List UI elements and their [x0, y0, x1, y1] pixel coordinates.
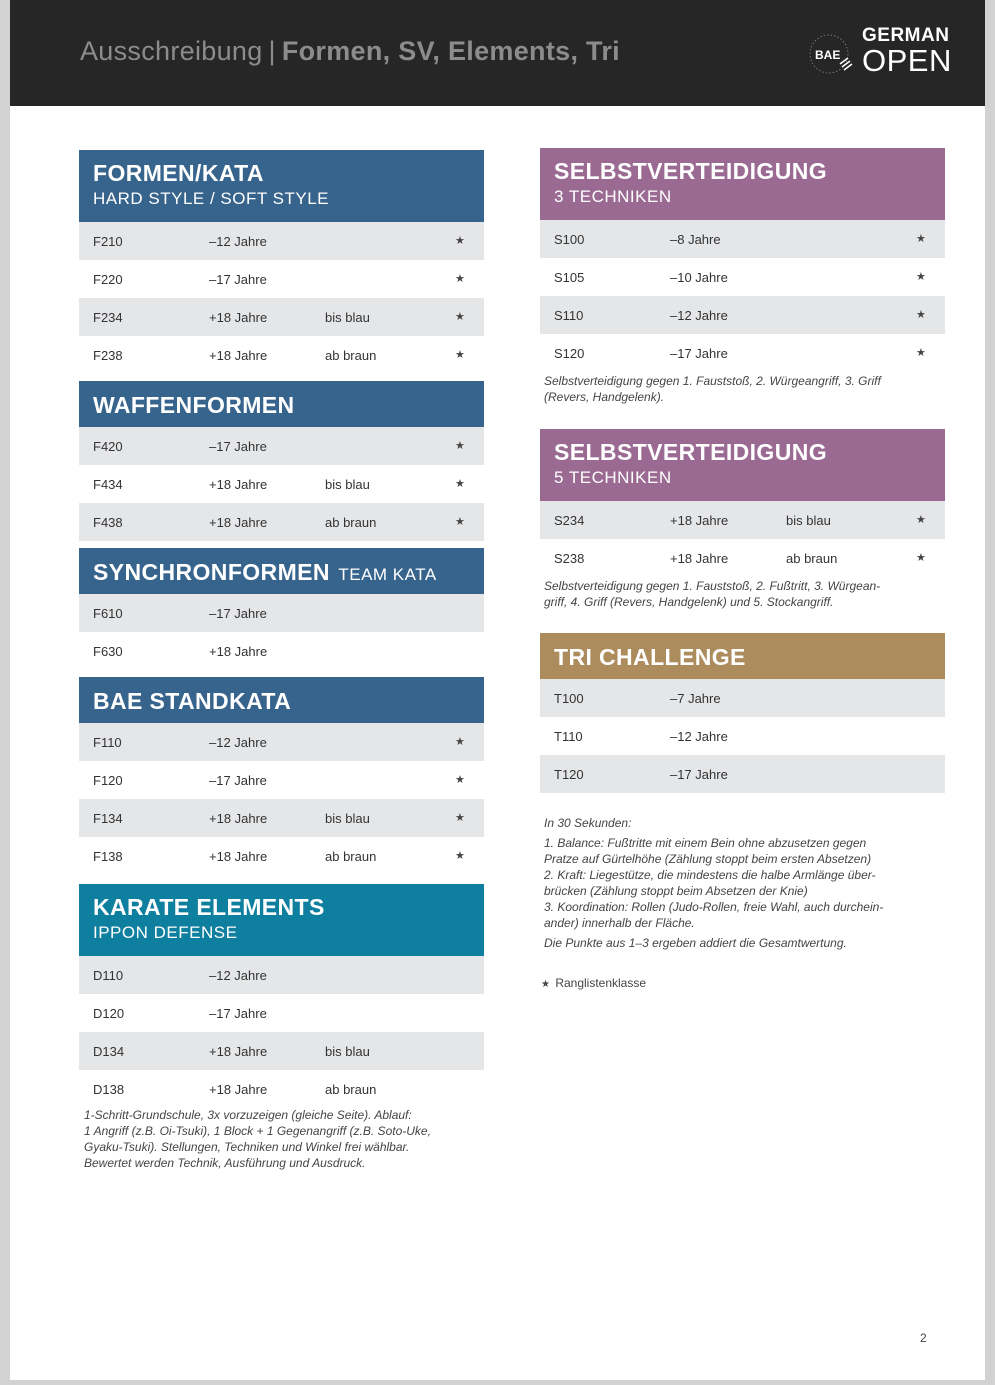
- age-group: –12 Jahre: [209, 234, 267, 249]
- class-code: F110: [93, 735, 122, 750]
- star-icon: ★: [455, 235, 465, 247]
- table-row: [79, 222, 484, 260]
- belt-level: ab braun: [325, 1082, 377, 1097]
- section-selbstverteidigung-3: [540, 148, 945, 372]
- table-row: [79, 632, 484, 670]
- table-row: [79, 799, 484, 837]
- logo-word-german: GERMAN: [862, 25, 950, 46]
- section-header: [540, 148, 945, 220]
- class-code: F610: [93, 606, 123, 621]
- star-icon: ★: [455, 349, 465, 361]
- table-row: [79, 723, 484, 761]
- belt-level: ab braun: [325, 348, 377, 363]
- class-code: S105: [554, 270, 585, 285]
- table-row: [540, 717, 945, 755]
- belt-level: bis blau: [786, 513, 831, 528]
- table-rows: [79, 427, 484, 541]
- section-title: WAFFENFORMEN: [93, 392, 295, 418]
- table-row: [79, 427, 484, 465]
- class-code: S238: [554, 551, 585, 566]
- age-group: +18 Jahre: [670, 551, 729, 566]
- page-header: [10, 0, 985, 106]
- star-icon: ★: [455, 440, 465, 452]
- note-line: griff, 4. Griff (Revers, Handgelenk) und 5. Stockangriff.: [544, 595, 834, 609]
- table-row: [79, 336, 484, 374]
- note-total: Die Punkte aus 1–3 ergeben addiert die Gesamtwertung.: [544, 936, 847, 950]
- section-title: SYNCHRONFORMEN: [93, 559, 330, 585]
- note-line: 3. Koordination: Rollen (Judo-Rollen, freie Wahl, auch durchein-: [544, 900, 884, 914]
- table-row: [540, 258, 945, 296]
- section-synchronformen: [79, 548, 484, 670]
- page-number: 2: [920, 1331, 927, 1345]
- section-header: [540, 633, 945, 679]
- age-group: +18 Jahre: [209, 310, 268, 325]
- star-icon: ★: [455, 273, 465, 285]
- age-group: +18 Jahre: [670, 513, 729, 528]
- age-group: –12 Jahre: [670, 729, 728, 744]
- star-icon: ★: [916, 347, 926, 359]
- class-code: S110: [554, 308, 584, 323]
- star-icon: ★: [541, 979, 550, 990]
- table-row: [79, 956, 484, 994]
- age-group: +18 Jahre: [209, 811, 268, 826]
- star-icon: ★: [455, 812, 465, 824]
- table-row: [79, 1070, 484, 1108]
- belt-level: bis blau: [325, 310, 370, 325]
- class-code: S120: [554, 346, 585, 361]
- note-line: Bewertet werden Technik, Ausführung und Ausdruck.: [84, 1156, 366, 1170]
- table-row: [79, 1032, 484, 1070]
- header-title-regular: Ausschreibung: [80, 36, 263, 66]
- age-group: –12 Jahre: [209, 735, 267, 750]
- note-line: Gyaku-Tsuki). Stellungen, Techniken und Winkel frei wählbar.: [84, 1140, 410, 1154]
- age-group: +18 Jahre: [209, 1082, 268, 1097]
- header-title: [80, 36, 620, 67]
- section-subtitle: 3 TECHNIKEN: [554, 187, 672, 206]
- class-code: F438: [93, 515, 123, 530]
- table-rows: [79, 956, 484, 1108]
- age-group: –7 Jahre: [670, 691, 721, 706]
- section-header: [79, 381, 484, 427]
- age-group: +18 Jahre: [209, 348, 268, 363]
- class-code: T110: [554, 729, 583, 744]
- class-code: D120: [93, 1006, 125, 1021]
- star-icon: ★: [455, 311, 465, 323]
- table-rows: [79, 594, 484, 670]
- section-header: [540, 429, 945, 501]
- age-group: –17 Jahre: [209, 1006, 267, 1021]
- class-code: T100: [554, 691, 584, 706]
- note-line: Selbstverteidigung gegen 1. Fauststoß, 2. Fußtritt, 3. Würgean-: [544, 579, 881, 593]
- section-header: [79, 677, 484, 723]
- table-rows: [79, 723, 484, 875]
- legend-text: Ranglistenklasse: [555, 976, 647, 990]
- section-formen-kata: [79, 150, 484, 374]
- star-icon: ★: [916, 552, 926, 564]
- section-selbstverteidigung-5: [540, 429, 945, 577]
- section-title: BAE STANDKATA: [93, 688, 292, 714]
- star-icon: ★: [455, 850, 465, 862]
- section-title: KARATE ELEMENTS: [93, 894, 325, 920]
- note-line: Pratze auf Gürtelhöhe (Zählung stoppt beim ersten Absetzen): [544, 852, 872, 866]
- table-row: [540, 539, 945, 577]
- class-code: F120: [93, 773, 123, 788]
- class-code: F434: [93, 477, 123, 492]
- table-row: [79, 994, 484, 1032]
- age-group: –10 Jahre: [670, 270, 728, 285]
- age-group: –17 Jahre: [209, 272, 267, 287]
- note-intro: In 30 Sekunden:: [544, 816, 632, 830]
- section-waffenformen: [79, 381, 484, 541]
- table-row: [540, 220, 945, 258]
- class-code: F138: [93, 849, 123, 864]
- star-icon: ★: [455, 736, 465, 748]
- class-code: F238: [93, 348, 123, 363]
- age-group: –8 Jahre: [670, 232, 721, 247]
- star-icon: ★: [455, 478, 465, 490]
- table-row: [79, 837, 484, 875]
- logo-word-open: OPEN: [862, 43, 952, 78]
- table-row: [540, 679, 945, 717]
- table-row: [540, 296, 945, 334]
- class-code: S234: [554, 513, 585, 528]
- section-subtitle: 5 TECHNIKEN: [554, 468, 672, 487]
- section-subtitle: TEAM KATA: [338, 565, 437, 584]
- table-row: [79, 761, 484, 799]
- section-title: TRI CHALLENGE: [554, 644, 746, 670]
- class-code: F134: [93, 811, 123, 826]
- age-group: –12 Jahre: [670, 308, 728, 323]
- section-title: SELBSTVERTEIDIGUNG: [554, 158, 828, 184]
- age-group: –17 Jahre: [209, 773, 267, 788]
- star-icon: ★: [916, 514, 926, 526]
- class-code: F630: [93, 644, 123, 659]
- note-line: 2. Kraft: Liegestütze, die mindestens die halbe Armlänge über-: [544, 868, 876, 882]
- age-group: –17 Jahre: [209, 606, 267, 621]
- table-row: [79, 594, 484, 632]
- section-title: SELBSTVERTEIDIGUNG: [554, 439, 828, 465]
- note-line: (Revers, Handgelenk).: [544, 390, 665, 404]
- class-code: F210: [93, 234, 123, 249]
- section-header: [79, 548, 484, 594]
- table-row: [79, 298, 484, 336]
- age-group: –17 Jahre: [670, 767, 728, 782]
- tri-challenge-note: [544, 815, 883, 951]
- class-code: T120: [554, 767, 584, 782]
- section-karate-elements: [79, 884, 484, 1108]
- belt-level: ab braun: [325, 515, 377, 530]
- section-subtitle: IPPON DEFENSE: [93, 923, 238, 942]
- age-group: –12 Jahre: [209, 968, 267, 983]
- sv3-note: [544, 373, 881, 405]
- belt-level: ab braun: [325, 849, 377, 864]
- belt-level: bis blau: [325, 477, 370, 492]
- table-row: [540, 334, 945, 372]
- class-code: D134: [93, 1044, 125, 1059]
- star-icon: ★: [455, 774, 465, 786]
- age-group: +18 Jahre: [209, 1044, 268, 1059]
- page: [10, 0, 985, 1380]
- table-row: [540, 501, 945, 539]
- class-code: F234: [93, 310, 123, 325]
- age-group: +18 Jahre: [209, 644, 268, 659]
- star-icon: ★: [455, 516, 465, 528]
- section-header: [79, 150, 484, 222]
- note-line: ander) innerhalb der Fläche.: [544, 916, 695, 930]
- table-row: [540, 755, 945, 793]
- class-code: F420: [93, 439, 123, 454]
- header-title-bold: Formen, SV, Elements, Tri: [281, 36, 620, 66]
- section-header: [79, 884, 484, 956]
- table-rows: [540, 220, 945, 372]
- table-row: [79, 260, 484, 298]
- table-rows: [540, 501, 945, 577]
- age-group: –17 Jahre: [209, 439, 267, 454]
- header-title-separator: |: [268, 36, 276, 66]
- table-row: [79, 503, 484, 541]
- note-line: Selbstverteidigung gegen 1. Fauststoß, 2. Würgeangriff, 3. Griff: [544, 374, 881, 388]
- class-code: D110: [93, 968, 124, 983]
- german-open-logo: [862, 26, 952, 76]
- note-line: 1. Balance: Fußtritte mit einem Bein ohne abzusetzen gegen: [544, 836, 867, 850]
- table-rows: [79, 222, 484, 374]
- karate-elements-note: [84, 1107, 431, 1171]
- star-icon: ★: [916, 233, 926, 245]
- belt-level: ab braun: [786, 551, 838, 566]
- table-rows: [540, 679, 945, 793]
- section-tri-challenge: [540, 633, 945, 793]
- class-code: F220: [93, 272, 123, 287]
- age-group: +18 Jahre: [209, 849, 268, 864]
- sv5-note: [544, 578, 880, 610]
- section-title: FORMEN/KATA: [93, 160, 264, 186]
- svg-text:BAE: BAE: [815, 48, 841, 62]
- class-code: D138: [93, 1082, 125, 1097]
- note-line: 1 Angriff (z.B. Oi-Tsuki), 1 Block + 1 Gegenangriff (z.B. Soto-Uke,: [84, 1124, 431, 1138]
- bae-logo-icon: [806, 30, 856, 78]
- belt-level: bis blau: [325, 811, 370, 826]
- age-group: +18 Jahre: [209, 515, 268, 530]
- belt-level: bis blau: [325, 1044, 370, 1059]
- age-group: +18 Jahre: [209, 477, 268, 492]
- section-bae-standkata: [79, 677, 484, 875]
- legend: [541, 975, 646, 993]
- age-group: –17 Jahre: [670, 346, 728, 361]
- class-code: S100: [554, 232, 585, 247]
- table-row: [79, 465, 484, 503]
- star-icon: ★: [916, 271, 926, 283]
- section-subtitle: HARD STYLE / SOFT STYLE: [93, 189, 330, 208]
- star-icon: ★: [916, 309, 926, 321]
- note-line: 1-Schritt-Grundschule, 3x vorzuzeigen (gleiche Seite). Ablauf:: [84, 1108, 412, 1122]
- note-line: brücken (Zählung stoppt beim Absetzen der Knie): [544, 884, 808, 898]
